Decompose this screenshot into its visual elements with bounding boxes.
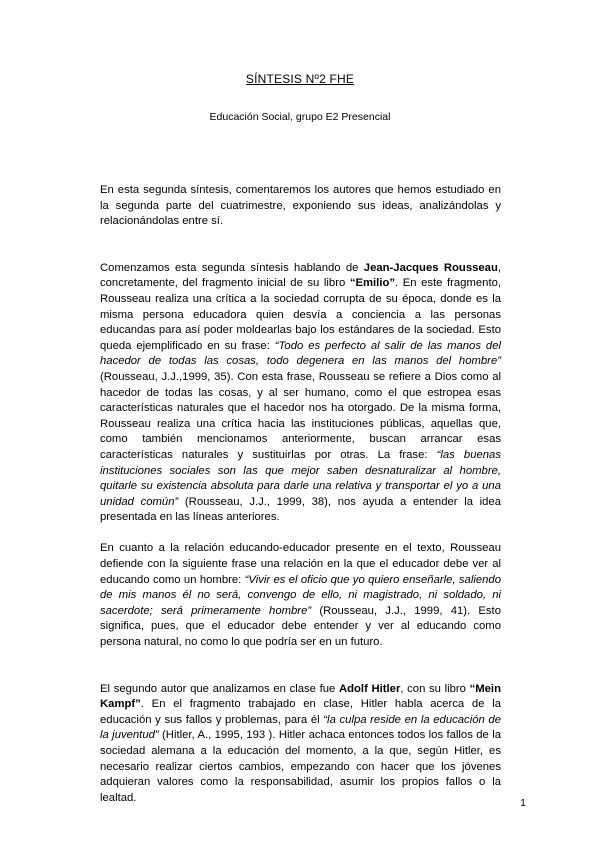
text-run: (Rousseau, J.J.,1999, 35). Con esta frase, Rousseau se refiere a Dios como al hacedor de todas las cosas, y al ser humano, como el que estropea esas características naturales que el hacedor nos ha otorgado. De la misma forma, Rousseau realiza una crítica hacia las instituciones públicas, aquellas que, como también mencionamos anteriormente, buscan arrancar esas características naturales y sustituirlas por otras. La frase: (100, 370, 501, 461)
text-run: El segundo autor que analizamos en clase fue (100, 682, 339, 695)
hitler-paragraph (100, 682, 501, 807)
author-name: Adolf Hitler (338, 682, 401, 695)
document-body (100, 183, 501, 822)
book-title: “Emilio” (349, 277, 396, 290)
rousseau-paragraph-1 (100, 261, 501, 526)
text-run: , con su libro (400, 682, 470, 695)
text-run: (Rousseau, J.J., 1999, 38), nos ayuda a entender la idea presentada en las líneas anteriores. (100, 495, 501, 524)
text-run: . En este fragmento, Rousseau realiza una crítica a la sociedad corrupta de su época, donde es la misma persona educadora quien desvía a conciencia a las personas educandas para así poder moldearlas bajo los estándares de la sociedad. Esto queda ejemplificado en su frase: (100, 277, 501, 352)
text-run: . En el fragmento trabajado en clase, Hitler habla acerca de la educación y sus fallos y problemas, para él (100, 698, 501, 726)
text-run: En cuanto a la relación educando-educador presente en el texto, Rousseau defiende con la siguiente frase una relación en la que el educador debe ver al educando como un hombre: (100, 542, 501, 586)
book-title: “Mein Kampf” (100, 682, 501, 711)
document-title: SÍNTESIS Nº2 FHE (245, 72, 355, 86)
quote: “las buenas instituciones sociales son las que mejor saben desnaturalizar al hombre, quitarle su existencia absoluta para darle una relativa y transportar el yo a una unidad común” (100, 448, 501, 508)
quote: “Vivir es el oficio que yo quiero enseñarle, saliendo de mis manos él no será, convengo de ello, ni magistrado, ni soldado, ni sacerdote; será primeramente hombre” (100, 573, 501, 617)
text-run: Comenzamos esta segunda síntesis hablando de (100, 261, 364, 274)
text-run: , concretamente, del fragmento inicial de su libro (100, 261, 501, 290)
intro-paragraph: En esta segunda síntesis, comentaremos los autores que hemos estudiado en la segunda parte del cuatrimestre, exponiendo sus ideas, analizándolas y relacionándolas entre sí. (100, 184, 501, 228)
page-number: 1 (520, 797, 526, 809)
rousseau-paragraph-2 (100, 541, 501, 650)
quote: “la culpa reside en la educación de la juventud” (100, 713, 501, 742)
text-run: (Rousseau, J.J., 1999, 41). Esto significa, pues, que el educador debe entender y ver al educando como persona natural, no como lo que podría ser en un futuro. (100, 604, 501, 649)
document-subtitle: Educación Social, grupo E2 Presencial (209, 111, 391, 123)
quote: “Todo es perfecto al salir de las manos del hacedor de todas las cosas, todo degenera en las manos del hombre” (100, 339, 501, 368)
author-name: Jean-Jacques Rousseau (363, 261, 498, 274)
text-run: (Hitler, A., 1995, 193 ). Hitler achaca entonces todos los fallos de la sociedad alemana a la educación del momento, a la que, según Hitler, es necesario realizar ciertos cambios, empezando con hacer que los jóvenes adquieran valores como la responsabilidad, asumir los propios fallos o la lealtad. (100, 729, 501, 804)
